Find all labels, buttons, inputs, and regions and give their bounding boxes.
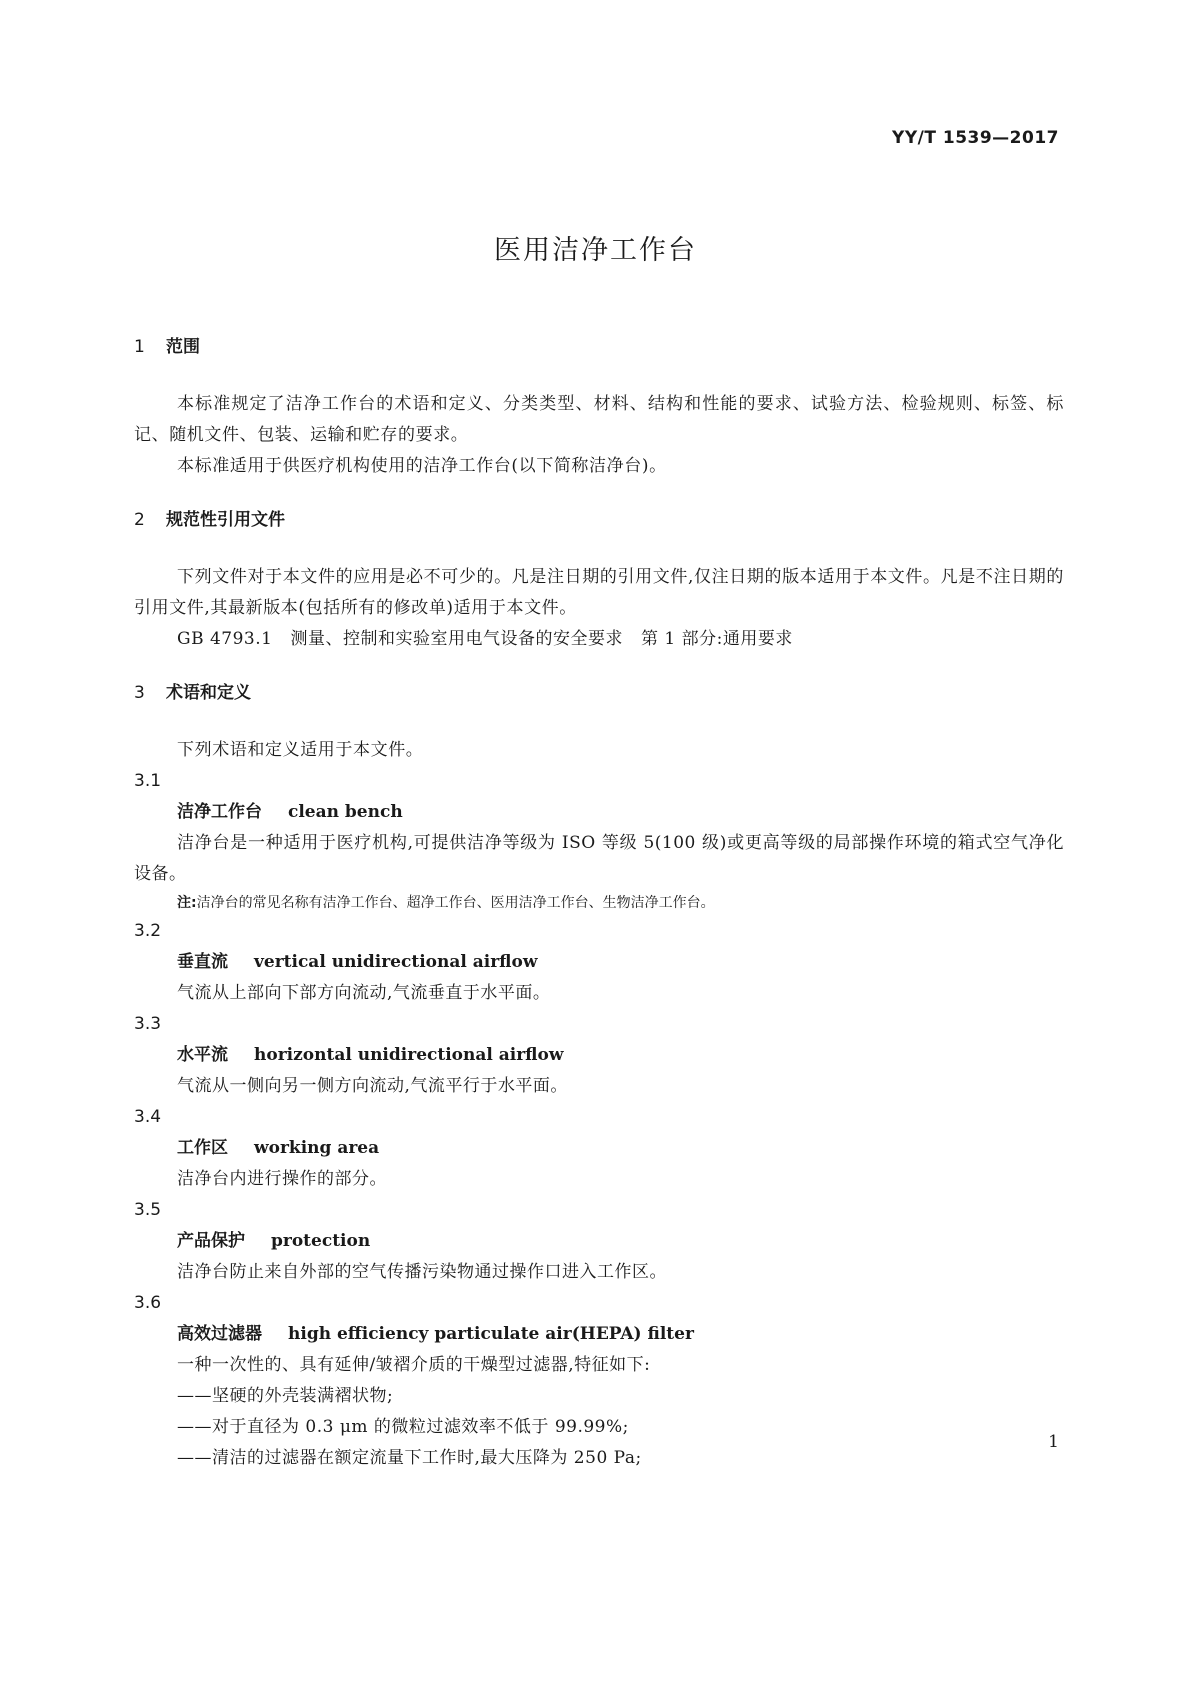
section-number: 3 (134, 683, 145, 703)
term-en: protection (271, 1231, 371, 1251)
section-title: 规范性引用文件 (166, 510, 285, 530)
normative-reference (134, 624, 1064, 655)
term-definition: 洁净台是一种适用于医疗机构,可提供洁净等级为 ISO 等级 5(100 级)或更高等级的局部操作环境的箱式空气净化设备。 (134, 833, 1064, 884)
term-en: clean bench (288, 802, 403, 822)
list-item: ——坚硬的外壳装满褶状物; (177, 1386, 394, 1406)
section-2-paragraph: 下列文件对于本文件的应用是必不可少的。凡是注日期的引用文件,仅注日期的版本适用于本文件。凡是不注日期的引用文件,其最新版本(包括所有的修改单)适用于本文件。 (134, 567, 1064, 618)
section-1-paragraph: 本标准规定了洁净工作台的术语和定义、分类类型、材料、结构和性能的要求、试验方法、检验规则、标签、标记、随机文件、包装、运输和贮存的要求。 (134, 394, 1064, 445)
term-en: vertical unidirectional airflow (254, 952, 538, 972)
term-entry (134, 947, 1064, 978)
list-item: ——清洁的过滤器在额定流量下工作时,最大压降为 250 Pa; (177, 1448, 642, 1468)
clause-number: 3.6 (134, 1293, 162, 1313)
term-definition: 气流从一侧向另一侧方向流动,气流平行于水平面。 (177, 1076, 568, 1096)
section-number: 2 (134, 510, 145, 530)
term-zh: 水平流 (177, 1045, 228, 1065)
list-item: ——对于直径为 0.3 μm 的微粒过滤效率不低于 99.99%; (177, 1417, 629, 1437)
term-definition: 洁净台内进行操作的部分。 (177, 1169, 387, 1189)
term-zh: 垂直流 (177, 952, 228, 972)
standard-code: YY/T 1539—2017 (892, 128, 1059, 148)
reference-title: 测量、控制和实验室用电气设备的安全要求 (290, 629, 623, 649)
term-zh: 产品保护 (177, 1231, 245, 1251)
note-text: 洁净台的常见名称有洁净工作台、超净工作台、医用洁净工作台、生物洁净工作台。 (196, 895, 715, 911)
term-zh: 洁净工作台 (177, 802, 262, 822)
section-title: 术语和定义 (166, 683, 251, 703)
section-2-heading (134, 508, 1064, 532)
section-3-heading (134, 681, 1064, 705)
reference-part: 第 1 部分:通用要求 (640, 629, 793, 649)
clause-number: 3.4 (134, 1107, 162, 1127)
section-1-heading (134, 335, 1064, 359)
section-title: 范围 (166, 337, 200, 357)
clause-number: 3.2 (134, 921, 162, 941)
page-number: 1 (1048, 1432, 1059, 1452)
term-definition: 气流从上部向下部方向流动,气流垂直于水平面。 (177, 983, 551, 1003)
term-entry (134, 1226, 1064, 1257)
term-entry (134, 1040, 1064, 1071)
reference-code: GB 4793.1 (177, 629, 273, 649)
term-zh: 工作区 (177, 1138, 228, 1158)
term-en: working area (254, 1138, 380, 1158)
document-title: 医用洁净工作台 (494, 235, 697, 266)
document-body (134, 335, 1064, 1474)
term-entry (134, 1133, 1064, 1164)
term-definition: 洁净台防止来自外部的空气传播污染物通过操作口进入工作区。 (177, 1262, 667, 1282)
term-en: high efficiency particulate air(HEPA) filter (288, 1324, 694, 1344)
section-number: 1 (134, 337, 145, 357)
clause-number: 3.5 (134, 1200, 162, 1220)
note-label: 注: (177, 895, 197, 911)
term-en: horizontal unidirectional airflow (254, 1045, 564, 1065)
term-zh: 高效过滤器 (177, 1324, 262, 1344)
term-entry (134, 797, 1064, 828)
clause-number: 3.3 (134, 1014, 162, 1034)
term-definition: 一种一次性的、具有延伸/皱褶介质的干燥型过滤器,特征如下: (177, 1355, 651, 1375)
term-entry (134, 1319, 1064, 1350)
term-note (134, 890, 1064, 916)
section-1-paragraph: 本标准适用于供医疗机构使用的洁净工作台(以下简称洁净台)。 (177, 456, 667, 476)
clause-number: 3.1 (134, 771, 162, 791)
section-3-intro: 下列术语和定义适用于本文件。 (177, 740, 424, 760)
